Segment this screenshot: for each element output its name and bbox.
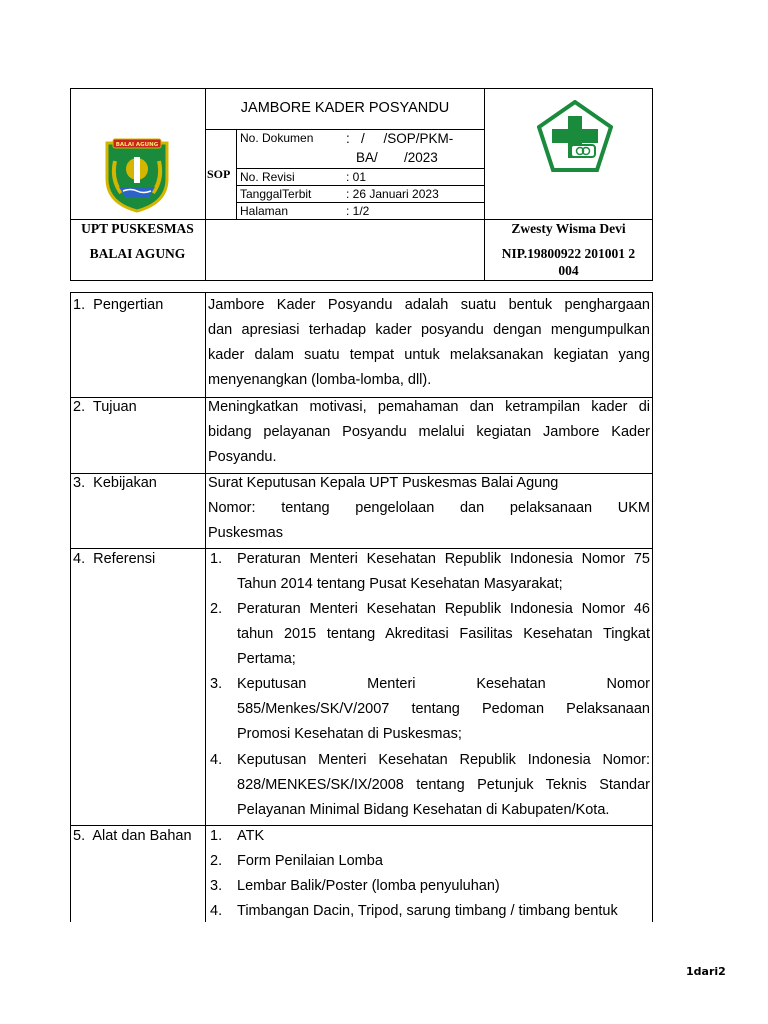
- field-label-no-dokumen: No. Dokumen: [240, 131, 314, 145]
- alat-item-4: Timbangan Dacin, Tripod, sarung timbang / timbang bentuk: [237, 903, 618, 919]
- section-label-pengertian: 1. Pengertian: [73, 297, 164, 313]
- pengertian-line-2: dan apresiasi terhadap kader posyandu dengan mengumpulkan: [208, 322, 650, 338]
- field-label-no-revisi: No. Revisi: [240, 170, 295, 184]
- org-name-line1: UPT PUSKESMAS: [81, 221, 194, 236]
- signer-nip-cont: 004: [558, 263, 579, 278]
- sop-label: SOP: [207, 167, 231, 181]
- field-value-halaman: : 1/2: [346, 204, 370, 218]
- referensi-2-line-3: Pertama;: [237, 651, 296, 667]
- field-value-no-dokumen-2: BA/ /2023: [356, 150, 438, 165]
- tujuan-line-1: Meningkatkan motivasi, pemahaman dan ketrampilan kader di: [208, 399, 650, 415]
- section-label-tujuan: 2. Tujuan: [73, 399, 137, 415]
- section-label-referensi: 4. Referensi: [73, 551, 156, 567]
- alat-num-4: 4.: [210, 903, 223, 919]
- puskesmas-cross-icon: [537, 100, 613, 172]
- section-label-kebijakan: 3. Kebijakan: [73, 475, 157, 491]
- kebijakan-line-1: Surat Keputusan Kepala UPT Puskesmas Balai Agung: [208, 475, 559, 491]
- document-title: JAMBORE KADER POSYANDU: [240, 100, 450, 116]
- pengertian-line-3: kader dalam suatu tempat untuk melaksanakan kegiatan yang: [208, 347, 650, 363]
- referensi-1-line-1: Peraturan Menteri Kesehatan Republik Indonesia Nomor 75: [237, 551, 650, 567]
- alat-item-2: Form Penilaian Lomba: [237, 853, 383, 869]
- alat-item-1: ATK: [237, 828, 265, 844]
- referensi-num-3: 3.: [210, 676, 223, 692]
- signer-name: Zwesty Wisma Devi: [511, 221, 626, 236]
- referensi-4-line-1: Keputusan Menteri Kesehatan Republik Indonesia Nomor:: [237, 752, 650, 768]
- alat-num-3: 3.: [210, 878, 223, 894]
- field-value-no-revisi: : 01: [346, 170, 367, 184]
- tujuan-line-3: Posyandu.: [208, 449, 277, 465]
- referensi-2-line-2: tahun 2015 tentang Akreditasi Fasilitas Kesehatan Tingkat: [237, 626, 650, 642]
- referensi-num-4: 4.: [210, 752, 223, 768]
- emblem-banner-text: BALAI AGUNG: [115, 142, 159, 148]
- alat-num-2: 2.: [210, 853, 223, 869]
- referensi-3-line-2: 585/Menkes/SK/V/2007 tentang Pedoman Pelaksanaan: [237, 701, 650, 717]
- section-label-alat-dan-bahan: 5. Alat dan Bahan: [73, 828, 192, 844]
- field-value-no-dokumen: : / /SOP/PKM-: [346, 131, 454, 146]
- regency-emblem-icon: [101, 135, 173, 213]
- page-number: 1dari2: [686, 965, 726, 978]
- referensi-3-line-3: Promosi Kesehatan di Puskesmas;: [237, 726, 462, 742]
- field-label-halaman: Halaman: [240, 204, 289, 218]
- pengertian-line-1: Jambore Kader Posyandu adalah suatu bentuk penghargaan: [208, 297, 650, 313]
- kebijakan-line-2: Nomor: tentang pengelolaan dan pelaksanaan UKM: [208, 500, 650, 516]
- referensi-4-line-3: Pelayanan Minimal Bidang Kesehatan di Kabupaten/Kota.: [237, 802, 610, 818]
- kebijakan-line-3: Puskesmas: [208, 525, 283, 541]
- referensi-2-line-1: Peraturan Menteri Kesehatan Republik Indonesia Nomor 46: [237, 601, 650, 617]
- tujuan-line-2: bidang pelayanan Posyandu melalui kegiatan Jambore Kader: [208, 424, 650, 440]
- signer-nip: NIP.19800922 201001 2: [501, 246, 636, 261]
- field-value-tanggal-terbit: : 26 Januari 2023: [346, 187, 439, 201]
- referensi-num-1: 1.: [210, 551, 223, 567]
- referensi-3-line-1: Keputusan Menteri Kesehatan Nomor: [237, 676, 650, 692]
- referensi-4-line-2: 828/MENKES/SK/IX/2008 tentang Petunjuk Teknis Standar: [237, 777, 650, 793]
- alat-item-3: Lembar Balik/Poster (lomba penyuluhan): [237, 878, 500, 894]
- referensi-1-line-2: Tahun 2014 tentang Pusat Kesehatan Masyarakat;: [237, 576, 563, 592]
- alat-num-1: 1.: [210, 828, 223, 844]
- field-label-tanggal-terbit: TanggalTerbit: [240, 187, 312, 201]
- referensi-num-2: 2.: [210, 601, 223, 617]
- pengertian-line-4: menyenangkan (lomba-lomba, dll).: [208, 372, 432, 388]
- org-name-line2: BALAI AGUNG: [89, 246, 186, 261]
